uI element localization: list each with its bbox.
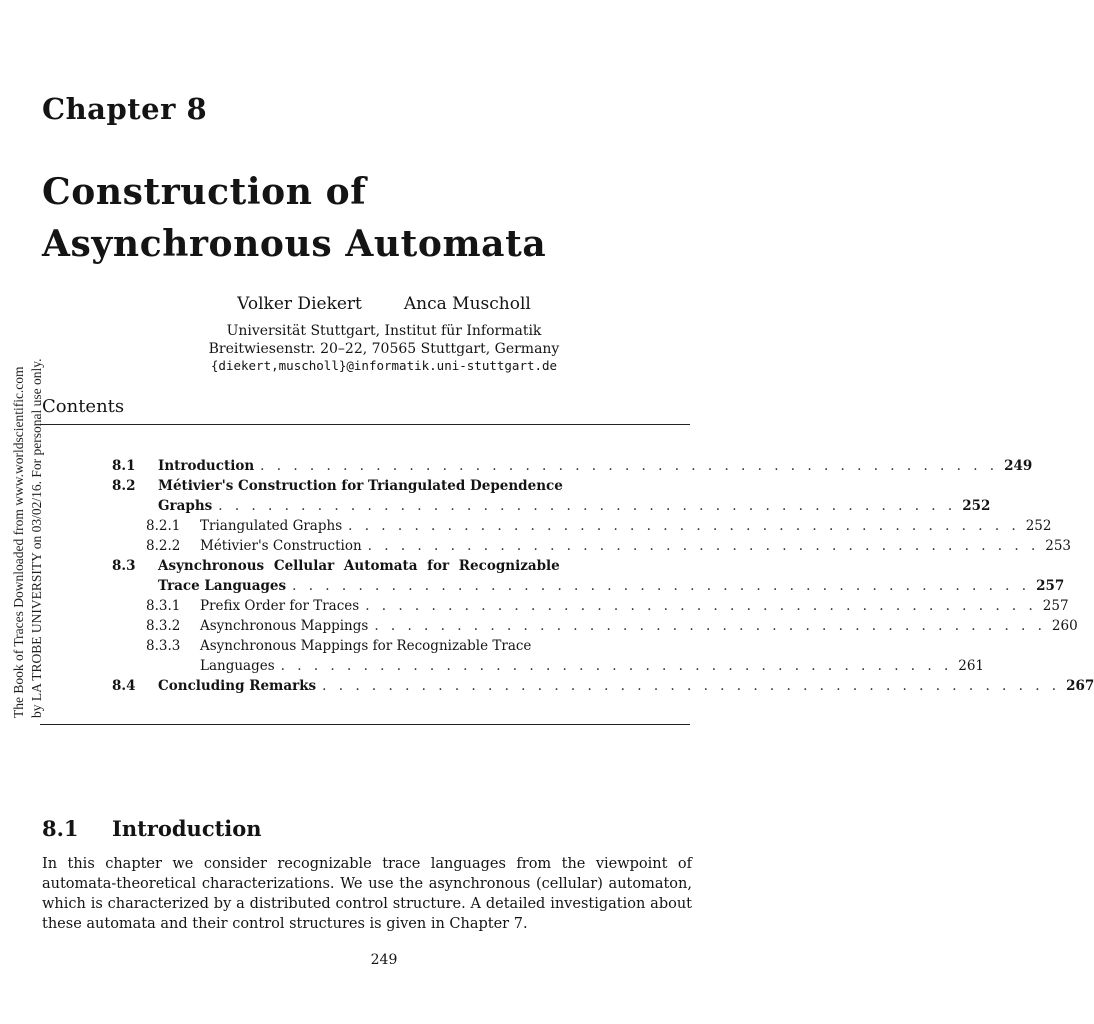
toc-entry-8-3-1[interactable] bbox=[112, 596, 1069, 616]
toc-leader: . . . . . . . . . . . . . . . . . . . . . . . . . . . . . . . . . . . . . . . . . bbox=[365, 598, 1037, 614]
body-paragraph: In this chapter we consider recognizable trace languages from the viewpoint of automata-theoretical characterizations. We use the asynchronous (cellular) automaton, which is characterized by a distributed control structure. A detailed investigation about these automata and their control structures is given in Chapter 7. bbox=[42, 856, 692, 932]
toc-page: 257 bbox=[1036, 578, 1065, 594]
table-of-contents bbox=[112, 456, 1094, 696]
section-heading bbox=[42, 816, 262, 841]
toc-title-line1: Asynchronous Cellular Automata for Recognizable bbox=[158, 558, 560, 574]
toc-leader: . . . . . . . . . . . . . . . . . . . . . . . . . . . . . . . . . . . . . . . . . bbox=[367, 538, 1040, 554]
toc-title: Métivier's Construction bbox=[200, 538, 362, 554]
toc-number: 8.3 bbox=[112, 558, 136, 574]
author-1: Volker Diekert bbox=[237, 294, 362, 314]
toc-entry-8-1[interactable] bbox=[112, 456, 1033, 476]
toc-leader: . . . . . . . . . . . . . . . . . . . . . . . . . . . . . . . . . . . . . . . . . . . . . bbox=[322, 678, 1061, 694]
toc-leader: . . . . . . . . . . . . . . . . . . . . . . . . . . . . . . . . . . . . . . . . . bbox=[348, 518, 1020, 534]
toc-title-line2: Graphs bbox=[158, 498, 213, 514]
toc-title-line2: Languages bbox=[200, 658, 275, 674]
contents-top-rule bbox=[40, 424, 690, 425]
page-number: 249 bbox=[370, 952, 398, 968]
author-email: {diekert,muscholl}@informatik.uni-stuttgart.de bbox=[210, 358, 558, 373]
toc-page: 252 bbox=[1025, 518, 1052, 534]
toc-leader: . . . . . . . . . . . . . . . . . . . . . . . . . . . . . . . . . . . . . . . . . bbox=[280, 658, 953, 674]
toc-page: 260 bbox=[1051, 618, 1078, 634]
toc-entry-8-3[interactable] bbox=[112, 556, 648, 576]
toc-page: 261 bbox=[958, 658, 985, 674]
affiliation-line1: Universität Stuttgart, Institut für Informatik bbox=[226, 323, 542, 339]
contents-bottom-rule bbox=[40, 724, 690, 725]
toc-title-line2: Trace Languages bbox=[158, 578, 287, 594]
chapter-title-line1: Construction of bbox=[42, 171, 367, 213]
toc-title: Concluding Remarks bbox=[158, 678, 317, 694]
toc-number: 8.3.2 bbox=[146, 618, 181, 634]
toc-leader: . . . . . . . . . . . . . . . . . . . . . . . . . . . . . . . . . . . . . . . . . bbox=[374, 618, 1046, 634]
chapter-label: Chapter 8 bbox=[42, 92, 208, 126]
toc-entry-8-3-3[interactable] bbox=[112, 636, 648, 656]
toc-entry-8-3-3-continued[interactable] bbox=[112, 656, 985, 676]
download-notice-line1: The Book of Traces Downloaded from www.worldscientific.com bbox=[11, 366, 26, 718]
toc-title: Prefix Order for Traces bbox=[200, 598, 360, 614]
toc-page: 253 bbox=[1045, 538, 1072, 554]
toc-entry-8-4[interactable] bbox=[112, 676, 1094, 696]
toc-title: Asynchronous Mappings bbox=[200, 618, 369, 634]
toc-number: 8.2.2 bbox=[146, 538, 181, 554]
toc-entry-8-2[interactable] bbox=[112, 476, 648, 496]
toc-title-line1: Asynchronous Mappings for Recognizable Trace bbox=[200, 638, 532, 654]
toc-page: 249 bbox=[1004, 458, 1033, 474]
authors bbox=[0, 294, 768, 314]
toc-number: 8.1 bbox=[112, 458, 136, 474]
author-2: Anca Muscholl bbox=[403, 294, 531, 314]
toc-leader: . . . . . . . . . . . . . . . . . . . . . . . . . . . . . . . . . . . . . . . . . . . . . bbox=[218, 498, 957, 514]
toc-page: 252 bbox=[962, 498, 991, 514]
toc-number: 8.4 bbox=[112, 678, 136, 694]
section-title: Introduction bbox=[112, 816, 262, 841]
toc-title: Introduction bbox=[158, 458, 255, 474]
download-notice-line2: by LA TROBE UNIVERSITY on 03/02/16. For personal use only. bbox=[29, 358, 44, 718]
section-number: 8.1 bbox=[42, 816, 79, 841]
toc-number: 8.3.1 bbox=[146, 598, 181, 614]
toc-title: Triangulated Graphs bbox=[200, 518, 343, 534]
toc-number: 8.2 bbox=[112, 478, 136, 494]
toc-leader: . . . . . . . . . . . . . . . . . . . . . . . . . . . . . . . . . . . . . . . . . . . . . bbox=[292, 578, 1031, 594]
toc-entry-8-3-continued[interactable] bbox=[112, 576, 1065, 596]
toc-page: 267 bbox=[1066, 678, 1094, 694]
download-notice bbox=[2, 330, 42, 720]
toc-entry-8-2-2[interactable] bbox=[112, 536, 1072, 556]
chapter-title-line2: Asynchronous Automata bbox=[42, 223, 547, 265]
chapter-title bbox=[42, 166, 546, 270]
affiliation bbox=[0, 322, 768, 358]
toc-entry-8-3-2[interactable] bbox=[112, 616, 1078, 636]
toc-page: 257 bbox=[1042, 598, 1069, 614]
toc-number: 8.3.3 bbox=[146, 638, 181, 654]
toc-leader: . . . . . . . . . . . . . . . . . . . . . . . . . . . . . . . . . . . . . . . . . . . . . bbox=[260, 458, 999, 474]
toc-title-line1: Métivier's Construction for Triangulated Dependence bbox=[158, 478, 563, 494]
contents-heading: Contents bbox=[42, 396, 125, 417]
toc-entry-8-2-1[interactable] bbox=[112, 516, 1052, 536]
toc-number: 8.2.1 bbox=[146, 518, 181, 534]
toc-entry-8-2-continued[interactable] bbox=[112, 496, 991, 516]
affiliation-line2: Breitwiesenstr. 20–22, 70565 Stuttgart, Germany bbox=[208, 341, 560, 357]
